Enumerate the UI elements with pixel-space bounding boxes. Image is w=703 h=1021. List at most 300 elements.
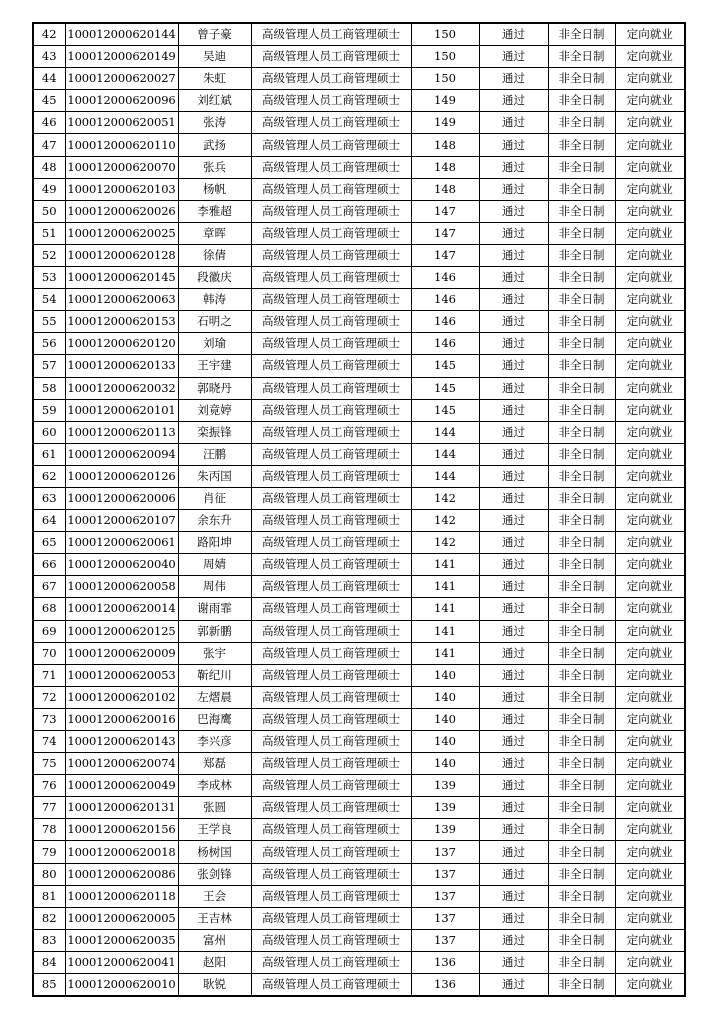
candidate-id-cell: 100012000620149 [65,46,178,68]
result-cell: 通过 [479,753,548,775]
major-cell: 高级管理人员工商管理硕士 [251,642,411,664]
seq-cell: 63 [33,487,65,509]
candidate-id-cell: 100012000620016 [65,708,178,730]
candidate-id-cell: 100012000620128 [65,244,178,266]
study-mode-cell: 非全日制 [548,576,615,598]
seq-cell: 47 [33,134,65,156]
employment-type-cell: 定向就业 [615,156,685,178]
table-row [33,598,685,620]
employment-type-cell: 定向就业 [615,333,685,355]
name-cell: 周婧 [178,554,251,576]
employment-type-cell: 定向就业 [615,134,685,156]
major-cell: 高级管理人员工商管理硕士 [251,178,411,200]
table-row [33,23,685,46]
major-cell: 高级管理人员工商管理硕士 [251,421,411,443]
major-cell: 高级管理人员工商管理硕士 [251,554,411,576]
name-cell: 徐倩 [178,244,251,266]
name-cell: 章晖 [178,222,251,244]
score-cell: 146 [411,289,479,311]
table-row [33,46,685,68]
seq-cell: 80 [33,863,65,885]
table-row [33,510,685,532]
result-cell: 通过 [479,731,548,753]
result-cell: 通过 [479,974,548,997]
score-cell: 139 [411,819,479,841]
seq-cell: 64 [33,510,65,532]
score-cell: 142 [411,510,479,532]
score-cell: 140 [411,708,479,730]
score-cell: 140 [411,664,479,686]
candidate-id-cell: 100012000620101 [65,399,178,421]
employment-type-cell: 定向就业 [615,377,685,399]
study-mode-cell: 非全日制 [548,974,615,997]
candidate-id-cell: 100012000620102 [65,686,178,708]
employment-type-cell: 定向就业 [615,642,685,664]
result-cell: 通过 [479,554,548,576]
study-mode-cell: 非全日制 [548,487,615,509]
employment-type-cell: 定向就业 [615,863,685,885]
name-cell: 李成林 [178,775,251,797]
score-cell: 148 [411,134,479,156]
table-row [33,951,685,973]
study-mode-cell: 非全日制 [548,23,615,46]
table-row [33,686,685,708]
result-cell: 通过 [479,642,548,664]
result-cell: 通过 [479,244,548,266]
study-mode-cell: 非全日制 [548,399,615,421]
name-cell: 巴海鹰 [178,708,251,730]
result-cell: 通过 [479,355,548,377]
table-row [33,753,685,775]
result-cell: 通过 [479,951,548,973]
score-cell: 145 [411,377,479,399]
score-cell: 140 [411,753,479,775]
score-cell: 150 [411,68,479,90]
seq-cell: 61 [33,443,65,465]
name-cell: 郭晓丹 [178,377,251,399]
study-mode-cell: 非全日制 [548,598,615,620]
name-cell: 刘红斌 [178,90,251,112]
name-cell: 王学良 [178,819,251,841]
major-cell: 高级管理人员工商管理硕士 [251,487,411,509]
employment-type-cell: 定向就业 [615,200,685,222]
major-cell: 高级管理人员工商管理硕士 [251,134,411,156]
major-cell: 高级管理人员工商管理硕士 [251,465,411,487]
major-cell: 高级管理人员工商管理硕士 [251,620,411,642]
name-cell: 李兴彦 [178,731,251,753]
employment-type-cell: 定向就业 [615,355,685,377]
employment-type-cell: 定向就业 [615,598,685,620]
table-row [33,841,685,863]
employment-type-cell: 定向就业 [615,443,685,465]
major-cell: 高级管理人员工商管理硕士 [251,532,411,554]
table-row [33,178,685,200]
result-cell: 通过 [479,46,548,68]
employment-type-cell: 定向就业 [615,576,685,598]
score-cell: 147 [411,244,479,266]
study-mode-cell: 非全日制 [548,333,615,355]
seq-cell: 48 [33,156,65,178]
employment-type-cell: 定向就业 [615,112,685,134]
seq-cell: 77 [33,797,65,819]
seq-cell: 59 [33,399,65,421]
score-cell: 149 [411,112,479,134]
major-cell: 高级管理人员工商管理硕士 [251,907,411,929]
seq-cell: 50 [33,200,65,222]
study-mode-cell: 非全日制 [548,46,615,68]
score-cell: 140 [411,686,479,708]
table-row [33,68,685,90]
major-cell: 高级管理人员工商管理硕士 [251,68,411,90]
candidate-id-cell: 100012000620096 [65,90,178,112]
candidate-id-cell: 100012000620025 [65,222,178,244]
score-cell: 139 [411,775,479,797]
name-cell: 杨树国 [178,841,251,863]
candidate-id-cell: 100012000620010 [65,974,178,997]
study-mode-cell: 非全日制 [548,68,615,90]
employment-type-cell: 定向就业 [615,399,685,421]
table-row [33,399,685,421]
employment-type-cell: 定向就业 [615,23,685,46]
employment-type-cell: 定向就业 [615,267,685,289]
study-mode-cell: 非全日制 [548,244,615,266]
candidate-id-cell: 100012000620118 [65,885,178,907]
table-row [33,907,685,929]
employment-type-cell: 定向就业 [615,885,685,907]
employment-type-cell: 定向就业 [615,510,685,532]
study-mode-cell: 非全日制 [548,929,615,951]
score-cell: 150 [411,23,479,46]
score-cell: 148 [411,178,479,200]
employment-type-cell: 定向就业 [615,532,685,554]
seq-cell: 67 [33,576,65,598]
seq-cell: 65 [33,532,65,554]
seq-cell: 85 [33,974,65,997]
major-cell: 高级管理人员工商管理硕士 [251,775,411,797]
major-cell: 高级管理人员工商管理硕士 [251,510,411,532]
major-cell: 高级管理人员工商管理硕士 [251,289,411,311]
major-cell: 高级管理人员工商管理硕士 [251,23,411,46]
employment-type-cell: 定向就业 [615,68,685,90]
name-cell: 张涛 [178,112,251,134]
seq-cell: 73 [33,708,65,730]
name-cell: 吴迪 [178,46,251,68]
table-row [33,244,685,266]
table-row [33,222,685,244]
result-cell: 通过 [479,841,548,863]
study-mode-cell: 非全日制 [548,797,615,819]
major-cell: 高级管理人员工商管理硕士 [251,885,411,907]
employment-type-cell: 定向就业 [615,620,685,642]
study-mode-cell: 非全日制 [548,355,615,377]
employment-type-cell: 定向就业 [615,951,685,973]
result-cell: 通过 [479,664,548,686]
study-mode-cell: 非全日制 [548,465,615,487]
study-mode-cell: 非全日制 [548,951,615,973]
candidate-id-cell: 100012000620049 [65,775,178,797]
result-cell: 通过 [479,178,548,200]
result-cell: 通过 [479,775,548,797]
table-row [33,797,685,819]
study-mode-cell: 非全日制 [548,841,615,863]
seq-cell: 57 [33,355,65,377]
name-cell: 刘瑜 [178,333,251,355]
study-mode-cell: 非全日制 [548,664,615,686]
candidate-id-cell: 100012000620026 [65,200,178,222]
major-cell: 高级管理人员工商管理硕士 [251,951,411,973]
name-cell: 韩涛 [178,289,251,311]
name-cell: 王会 [178,885,251,907]
candidate-id-cell: 100012000620110 [65,134,178,156]
score-cell: 141 [411,598,479,620]
score-cell: 141 [411,620,479,642]
seq-cell: 71 [33,664,65,686]
employment-type-cell: 定向就业 [615,421,685,443]
employment-type-cell: 定向就业 [615,487,685,509]
employment-type-cell: 定向就业 [615,465,685,487]
major-cell: 高级管理人员工商管理硕士 [251,753,411,775]
result-cell: 通过 [479,68,548,90]
study-mode-cell: 非全日制 [548,753,615,775]
candidate-id-cell: 100012000620063 [65,289,178,311]
result-cell: 通过 [479,156,548,178]
result-cell: 通过 [479,863,548,885]
table-row [33,134,685,156]
seq-cell: 52 [33,244,65,266]
name-cell: 郑磊 [178,753,251,775]
result-cell: 通过 [479,112,548,134]
candidate-id-cell: 100012000620107 [65,510,178,532]
employment-type-cell: 定向就业 [615,841,685,863]
employment-type-cell: 定向就业 [615,929,685,951]
candidate-id-cell: 100012000620086 [65,863,178,885]
seq-cell: 55 [33,311,65,333]
candidate-id-cell: 100012000620051 [65,112,178,134]
name-cell: 路阳坤 [178,532,251,554]
candidate-id-cell: 100012000620041 [65,951,178,973]
result-cell: 通过 [479,598,548,620]
name-cell: 余东升 [178,510,251,532]
major-cell: 高级管理人员工商管理硕士 [251,863,411,885]
seq-cell: 54 [33,289,65,311]
employment-type-cell: 定向就业 [615,753,685,775]
score-cell: 137 [411,929,479,951]
name-cell: 左熠晨 [178,686,251,708]
score-cell: 150 [411,46,479,68]
table-row [33,775,685,797]
study-mode-cell: 非全日制 [548,421,615,443]
score-cell: 137 [411,841,479,863]
seq-cell: 79 [33,841,65,863]
admission-list-table [32,22,686,997]
score-cell: 142 [411,487,479,509]
result-cell: 通过 [479,333,548,355]
study-mode-cell: 非全日制 [548,620,615,642]
study-mode-cell: 非全日制 [548,708,615,730]
seq-cell: 70 [33,642,65,664]
name-cell: 耿锐 [178,974,251,997]
result-cell: 通过 [479,90,548,112]
major-cell: 高级管理人员工商管理硕士 [251,377,411,399]
table-row [33,554,685,576]
seq-cell: 81 [33,885,65,907]
major-cell: 高级管理人员工商管理硕士 [251,731,411,753]
candidate-id-cell: 100012000620103 [65,178,178,200]
major-cell: 高级管理人员工商管理硕士 [251,244,411,266]
result-cell: 通过 [479,487,548,509]
seq-cell: 43 [33,46,65,68]
employment-type-cell: 定向就业 [615,907,685,929]
name-cell: 赵阳 [178,951,251,973]
employment-type-cell: 定向就业 [615,90,685,112]
seq-cell: 46 [33,112,65,134]
study-mode-cell: 非全日制 [548,200,615,222]
seq-cell: 82 [33,907,65,929]
name-cell: 王吉林 [178,907,251,929]
major-cell: 高级管理人员工商管理硕士 [251,200,411,222]
name-cell: 杨帆 [178,178,251,200]
employment-type-cell: 定向就业 [615,311,685,333]
name-cell: 武扬 [178,134,251,156]
seq-cell: 68 [33,598,65,620]
study-mode-cell: 非全日制 [548,775,615,797]
score-cell: 139 [411,797,479,819]
candidate-id-cell: 100012000620006 [65,487,178,509]
major-cell: 高级管理人员工商管理硕士 [251,90,411,112]
table-row [33,112,685,134]
candidate-id-cell: 100012000620113 [65,421,178,443]
study-mode-cell: 非全日制 [548,289,615,311]
table-row [33,443,685,465]
score-cell: 149 [411,90,479,112]
seq-cell: 44 [33,68,65,90]
study-mode-cell: 非全日制 [548,377,615,399]
candidate-id-cell: 100012000620014 [65,598,178,620]
table-row [33,664,685,686]
major-cell: 高级管理人员工商管理硕士 [251,267,411,289]
major-cell: 高级管理人员工商管理硕士 [251,841,411,863]
score-cell: 148 [411,156,479,178]
score-cell: 137 [411,907,479,929]
table-row [33,885,685,907]
table-row [33,421,685,443]
major-cell: 高级管理人员工商管理硕士 [251,112,411,134]
name-cell: 王宇建 [178,355,251,377]
seq-cell: 51 [33,222,65,244]
study-mode-cell: 非全日制 [548,156,615,178]
result-cell: 通过 [479,929,548,951]
employment-type-cell: 定向就业 [615,244,685,266]
candidate-id-cell: 100012000620145 [65,267,178,289]
major-cell: 高级管理人员工商管理硕士 [251,819,411,841]
candidate-id-cell: 100012000620040 [65,554,178,576]
employment-type-cell: 定向就业 [615,222,685,244]
table-row [33,289,685,311]
result-cell: 通过 [479,134,548,156]
study-mode-cell: 非全日制 [548,819,615,841]
study-mode-cell: 非全日制 [548,112,615,134]
score-cell: 144 [411,421,479,443]
result-cell: 通过 [479,620,548,642]
study-mode-cell: 非全日制 [548,863,615,885]
table-body [33,23,685,996]
candidate-id-cell: 100012000620032 [65,377,178,399]
candidate-id-cell: 100012000620070 [65,156,178,178]
seq-cell: 66 [33,554,65,576]
name-cell: 郭新鹏 [178,620,251,642]
seq-cell: 58 [33,377,65,399]
table-row [33,90,685,112]
seq-cell: 42 [33,23,65,46]
table-row [33,532,685,554]
result-cell: 通过 [479,885,548,907]
candidate-id-cell: 100012000620133 [65,355,178,377]
seq-cell: 72 [33,686,65,708]
name-cell: 栾振锋 [178,421,251,443]
result-cell: 通过 [479,377,548,399]
name-cell: 朱虹 [178,68,251,90]
study-mode-cell: 非全日制 [548,90,615,112]
employment-type-cell: 定向就业 [615,708,685,730]
score-cell: 147 [411,200,479,222]
candidate-id-cell: 100012000620027 [65,68,178,90]
candidate-id-cell: 100012000620144 [65,23,178,46]
name-cell: 靳纪川 [178,664,251,686]
study-mode-cell: 非全日制 [548,510,615,532]
result-cell: 通过 [479,532,548,554]
seq-cell: 83 [33,929,65,951]
name-cell: 段徽庆 [178,267,251,289]
major-cell: 高级管理人员工商管理硕士 [251,576,411,598]
name-cell: 曾子豪 [178,23,251,46]
score-cell: 141 [411,576,479,598]
score-cell: 140 [411,731,479,753]
study-mode-cell: 非全日制 [548,885,615,907]
seq-cell: 60 [33,421,65,443]
seq-cell: 45 [33,90,65,112]
candidate-id-cell: 100012000620156 [65,819,178,841]
result-cell: 通过 [479,267,548,289]
name-cell: 朱丙国 [178,465,251,487]
score-cell: 146 [411,311,479,333]
study-mode-cell: 非全日制 [548,443,615,465]
name-cell: 汪鹏 [178,443,251,465]
name-cell: 张兵 [178,156,251,178]
study-mode-cell: 非全日制 [548,311,615,333]
seq-cell: 49 [33,178,65,200]
result-cell: 通过 [479,819,548,841]
result-cell: 通过 [479,421,548,443]
name-cell: 石明之 [178,311,251,333]
score-cell: 146 [411,267,479,289]
major-cell: 高级管理人员工商管理硕士 [251,974,411,997]
result-cell: 通过 [479,289,548,311]
score-cell: 137 [411,863,479,885]
candidate-id-cell: 100012000620035 [65,929,178,951]
seq-cell: 75 [33,753,65,775]
result-cell: 通过 [479,797,548,819]
table-row [33,377,685,399]
candidate-id-cell: 100012000620125 [65,620,178,642]
result-cell: 通过 [479,23,548,46]
study-mode-cell: 非全日制 [548,907,615,929]
seq-cell: 69 [33,620,65,642]
candidate-id-cell: 100012000620009 [65,642,178,664]
major-cell: 高级管理人员工商管理硕士 [251,355,411,377]
table-row [33,465,685,487]
candidate-id-cell: 100012000620143 [65,731,178,753]
score-cell: 141 [411,554,479,576]
